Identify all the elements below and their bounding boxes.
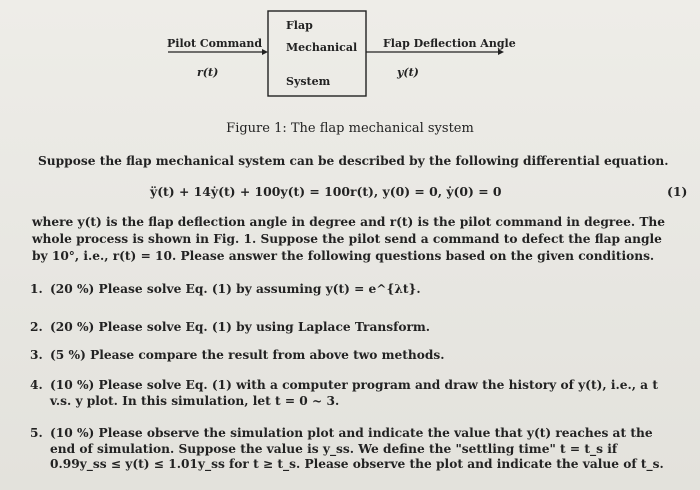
- block-diagram: [0, 0, 700, 115]
- question-number: 1.: [30, 282, 43, 296]
- description-paragraph: where y(t) is the flap deflection angle in degree and r(t) is the pilot command in degree. The whole process is shown in Fig. 1. Suppose the pilot send a command to defect the flap angle by 10°, i.e., r(t) = 10. Please answer the following questions based on the given conditions.: [32, 215, 666, 263]
- question-number: 4.: [30, 378, 43, 392]
- input-label: Pilot Command: [167, 37, 263, 50]
- question-number: 3.: [30, 348, 43, 362]
- block-diagram-graphic: [0, 0, 700, 115]
- question-text: (20 %) Please solve Eq. (1) by assuming y(t) = e^{λt}.: [50, 282, 421, 296]
- output-label: Flap Deflection Angle: [383, 37, 516, 50]
- block-line-1: Flap: [286, 19, 313, 32]
- block-line-2: Mechanical: [286, 41, 358, 54]
- block-line-3: System: [286, 75, 331, 88]
- question-text: (10 %) Please observe the simulation plot and indicate the value that y(t) reaches at the end of simulation. Suppose the value is y_ss. We define the "settling time" t = t_s if 0.99y_ss ≤ y(t) ≤ 1.01y_ss for t ≥ t_s. Please observe the plot and indicate the value of t_s.: [50, 426, 664, 471]
- question-text: (10 %) Please solve Eq. (1) with a computer program and draw the history of y(t), i.e., a t v.s. y plot. In this simulation, let t = 0 ~ 3.: [50, 378, 658, 408]
- input-arrowhead: [262, 49, 268, 55]
- question-number: 2.: [30, 320, 43, 334]
- figure-caption: Figure 1: The flap mechanical system: [226, 121, 474, 136]
- question-text: (20 %) Please solve Eq. (1) by using Laplace Transform.: [50, 320, 431, 334]
- question-text: (5 %) Please compare the result from above two methods.: [50, 348, 445, 362]
- question-number: 5.: [30, 426, 43, 440]
- output-signal: y(t): [397, 66, 419, 79]
- intro-sentence: Suppose the flap mechanical system can be described by the following differential equation.: [38, 154, 669, 168]
- equation-number: (1): [667, 184, 688, 199]
- input-signal: r(t): [197, 66, 219, 79]
- differential-equation: ÿ(t) + 14ẏ(t) + 100y(t) = 100r(t), y(0) = 0, ẏ(0) = 0: [150, 184, 502, 199]
